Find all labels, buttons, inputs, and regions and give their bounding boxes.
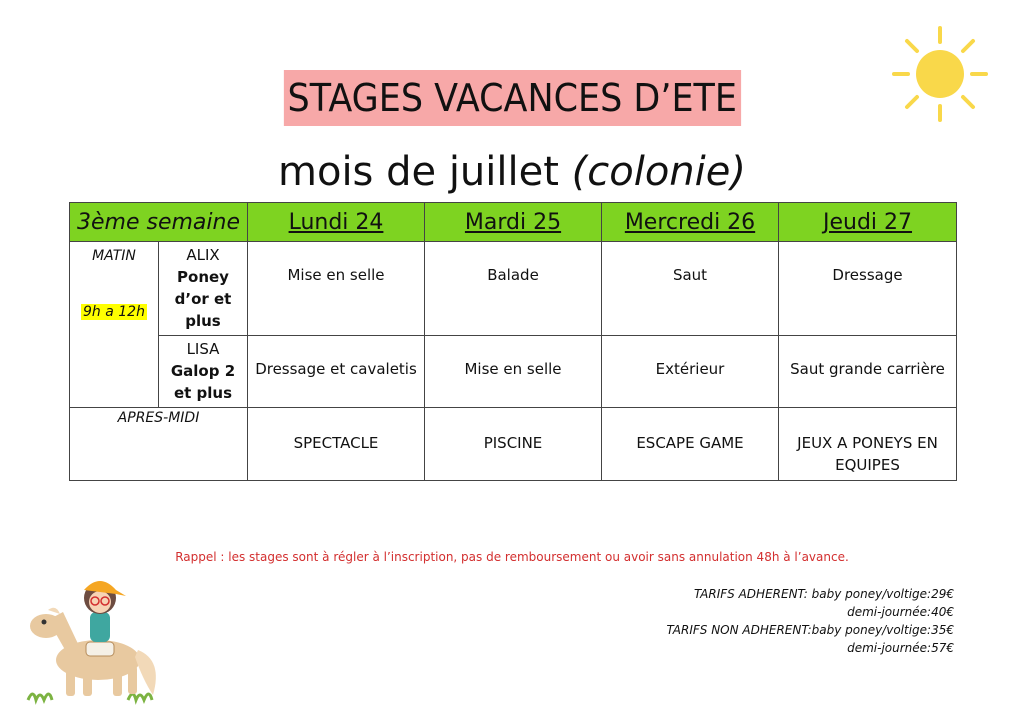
group-level: et plus [173,384,233,402]
page-subtitle [0,144,1024,200]
schedule-table [69,202,957,481]
morning-row-lisa [70,336,957,408]
activity-cell: JEUX A PONEYS EN EQUIPES [779,408,957,481]
activity-cell: ESCAPE GAME [602,408,779,481]
activity-cell: PISCINE [425,408,602,481]
instructor-name: LISA [186,340,220,358]
price-line: demi-journée:40€ [847,605,954,619]
group-level: d’or et [174,290,232,308]
day-header: Mardi 25 [425,203,602,242]
day-header: Jeudi 27 [779,203,957,242]
page-title: STAGES VACANCES D’ETE [284,70,741,126]
activity-cell: Dressage [779,242,957,336]
activity-cell: Balade [425,242,602,336]
group-level: Poney [177,268,229,286]
header-row [70,203,957,242]
morning-hours: 9h a 12h [83,304,145,320]
sun-icon [890,22,990,122]
day-header: Mercredi 26 [602,203,779,242]
activity-cell: Mise en selle [248,242,425,336]
price-line: TARIFS ADHERENT: baby poney/voltige:29€ [693,587,954,601]
subtitle-main: mois de juillet [278,149,559,195]
activity-cell: Saut [602,242,779,336]
activity-cell: Dressage et cavaletis [248,336,425,408]
morning-label-cell [70,242,159,408]
group-level: plus [185,312,221,330]
subtitle-italic: (colonie) [571,149,746,195]
activity-cell: SPECTACLE [248,408,425,481]
activity-cell: Extérieur [602,336,779,408]
morning-row-alix [70,242,957,336]
child-on-pony-icon [18,560,168,710]
morning-label: MATIN [92,248,136,264]
price-line: TARIFS NON ADHERENT:baby poney/voltige:35€ [666,623,954,637]
afternoon-row [70,408,957,481]
group-cell [159,242,248,336]
group-cell [159,336,248,408]
title-wrap [0,70,1024,126]
week-label: 3ème semaine [70,203,248,242]
instructor-name: ALIX [186,246,220,264]
afternoon-label: APRES-MIDI [70,408,248,481]
reminder-text: Rappel : les stages sont à régler à l’inscription, pas de remboursement ou avoir sans annulation 48h à l’avance. [175,550,849,564]
day-header: Lundi 24 [248,203,425,242]
activity-cell: Saut grande carrière [779,336,957,408]
price-list [667,585,954,657]
activity-cell: Mise en selle [425,336,602,408]
price-line: demi-journée:57€ [847,641,954,655]
group-level: Galop 2 [170,362,236,380]
